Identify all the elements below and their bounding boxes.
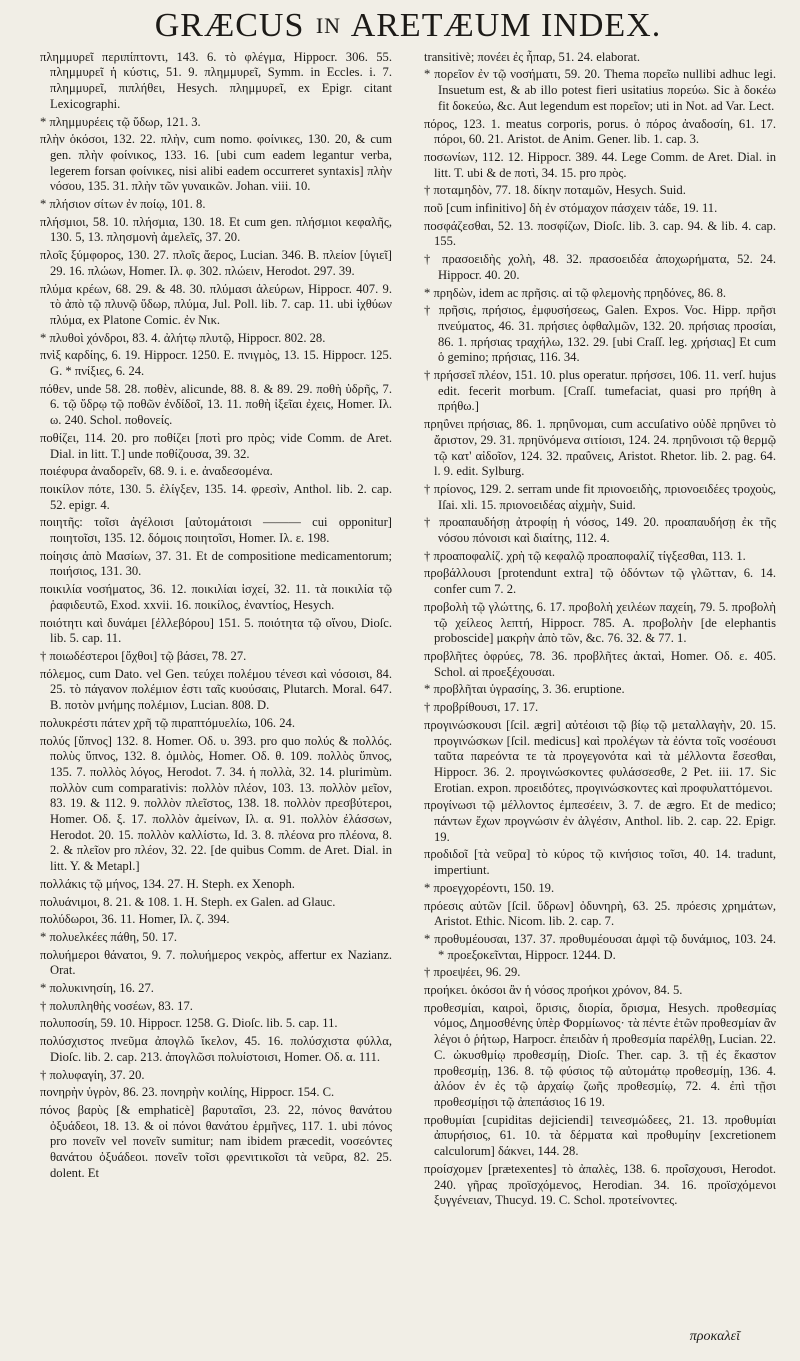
index-entry: * προεγχορέοντι, 150. 19.: [424, 880, 555, 895]
index-entry: πλήσμιοι, 58. 10. πλήσμια, 130. 18. Et cum gen. πλήσμιοι κεφαλῆς, 130. 5, 13. πλησμονὴ ἀμελεῖς, 37. 20.: [40, 214, 392, 245]
index-entry: προήκει. ὁκόσοι ἂν ἡ νόσος προήκοι χρόνον, 84. 5.: [424, 983, 683, 998]
index-entry: προγίνωσι τῷ μέλλοντος ἐμπεσέειν, 3. 7. de ægro. Et de medico; πάντων ἔχων προγνώσιν ἐν ἀλγέσιν, Anthol. lib. 2. cap. 22. Epigr. 19.: [424, 798, 776, 844]
index-entry: πονηρὴν ὑγρὸν, 86. 23. πονηρὴν κοιλίης, Hippocr. 154. C.: [40, 1085, 335, 1100]
index-entry: † πρίονος, 129. 2. serram unde fit πριονοειδὴς, πριονοειδέες τροχοὺς, Iſai. xli. 15. πριονοειδέας αἰχμὴν, Suid.: [424, 481, 776, 512]
index-entry: πολυποσίη, 59. 10. Hippocr. 1258. G. Dioſc. lib. 5. cap. 11.: [40, 1016, 338, 1031]
index-entry: * πλυθοὶ χόνδροι, 83. 4. ἀλήτῳ πλυτῷ, Hippocr. 802. 28.: [40, 330, 326, 345]
page-header: [40, 8, 776, 44]
index-entry: * πλήσιον σίτων ἐν ποίῳ, 101. 8.: [40, 197, 206, 212]
index-entry: πολύσχιστος πνεῦμα ἀπογλῶ ἴκελον, 45. 16. πολύσχιστα φύλλα, Dioſc. lib. 2. cap. 213. ἀπογλῶσι πολυίστοισι, Homer. Οδ. α. 111.: [40, 1034, 392, 1064]
index-entry: transitivè; πονέει ἐς ἧπαρ, 51. 24. elaborat.: [424, 49, 641, 64]
index-entry: † ποιωδέστεροι [ὄχθοι] τῷ βάσει, 78. 27.: [40, 649, 247, 663]
index-entry: ποιέφυρα ἀναδορεῖν, 68. 9. i. e. ἀναδεσομένα.: [40, 464, 273, 479]
index-entry: ποσφάζεσθαι, 52. 13. ποσφίζων, Dioſc. lib. 3. cap. 94. & lib. 4. cap. 155.: [424, 218, 776, 249]
index-entry: ποικιλία νοσήματος, 36. 12. ποικιλίαι ἰσχεί, 32. 11. τὰ ποικιλία τῷ ῥαφιδευτῶ, Exod. xxvii. 16. ποικίλος, ἐναντίος, Hesych.: [40, 582, 392, 612]
index-entry: πρηΰνει πρήσιας, 86. 1. πρηΰνομαι, cum accuſativo οὐδὲ πρηΰνει τὸ ἄριστον, 29. 31. πρηϋνόμενα σιτίοισι, 124. 24. πρηΰνοισι τῷ θερμῷ τῷ κατ' αἰδοῖον, 124. 32. πραΰνεις, Aristot. Rhetor. lib. 2. pag. 64. l. 9. edit. Sylburg.: [424, 417, 776, 479]
index-entry: † πρῆσις, πρήσιος, ἐμφυσήσεως, Galen. Expos. Voc. Hipp. πρῆσι πνεύματος, 46. 31. πρήσιες ὀφθαλμῶν, 132. 20. πρήσιας προσίαι, 86. 1. πρήσιας τραχήλω, 132. 29. [ubi Craſſ. leg. χρήσιας] Et cum ὁ gemino; πρήσιας, 116. 34.: [424, 303, 776, 365]
index-entry: † προβρίθουσι, 17. 17.: [424, 700, 539, 715]
index-entry: * πολυκινησίη, 16. 27.: [40, 981, 154, 996]
index-entry: πολλάκις τῷ μήνος, 134. 27. H. Steph. ex Xenoph.: [40, 876, 295, 891]
catchword: προκαλεῖ: [689, 1329, 740, 1344]
index-entry: προθεσμίαι, καιροὶ, ὅρισις, διορία, ὅρισμα, Hesych. προθεσμίας νόμος, Δημοσθένης ὑπὲρ Φορμίωνος· τὰ πέντε ἐτῶν προθεσμίαν ἂν λέγοι ὁ ῥήτωρ, Harpocr. ἐπειδὰν ἡ προθεσμία παρέλθῃ, Lucian. 22. C. ὠκυσθμίῳ προθεσμίῃ, Dioſc. Ther. cap. 3. τῇ ἐς ἕκαστον προθεσμίῃ, 136. 8. τῷ φύσιος τῷ αὐτομάτῳ προθεσμίῃ, 136. 4. ἀλόον ἐν ἐς τῷ ἀρχαίῳ ζωῆς προθεσμίῳ, 72. 4. ἐπὶ τῇσι προθεσμίῃσι τῷ ἀπεπάσιος 16 19.: [424, 1000, 776, 1109]
index-entry: † ποταμηδὸν, 77. 18. δίκην ποταμῶν, Hesych. Suid.: [424, 183, 686, 198]
index-entry: ποθίζει, 114. 20. pro ποθίζει [ποτὶ pro πρὸς; vide Comm. de Aret. Dial. in litt. T.] unde ποθίζουσα, 39. 32.: [40, 430, 392, 461]
page-title: [40, 8, 776, 44]
index-entry: ποσωνίων, 112. 12. Hippocr. 389. 44. Lege Comm. de Aret. Dial. in litt. T. ubi & de ποτὶ, 34. 15. pro πρὸς.: [424, 149, 776, 180]
title-mid: IN: [315, 13, 342, 38]
index-entry: * προβλῆται ὑγρασίης, 3. 36. eruptione.: [424, 682, 625, 697]
index-entry: † προαποφαλίζ. χρὴ τῷ κεφαλῷ προαποφαλίζ τίγξεσθαι, 113. 1.: [424, 548, 746, 563]
left-column: [40, 50, 392, 1211]
index-entry: ποίησις ἀπὸ Μασίων, 37. 31. Et de compositione medicamentorum; ποιήσιος, 131. 30.: [40, 548, 392, 579]
index-entry: * πλημμυρέεις τῷ ὕδωρ, 121. 3.: [40, 114, 201, 129]
index-entry: προδιδοῖ [τὰ νεῦρα] τὸ κύρος τῷ κινήσιος τοῖσι, 40. 14. tradunt, impertiunt.: [424, 847, 776, 878]
index-entry: ποιητῆς: τοῖσι ἀγέλοισι [αὐτομάτοισι ——— cui opponitur] ποιητοῖσι, 135. 12. δόμοις ποιητοῖσι, Homer. Ιλ. ε. 198.: [40, 515, 392, 546]
index-entry: πολυκρέστι πάτεν χρῆ τῷ πιραπτόμυελίω, 106. 24.: [40, 715, 295, 730]
index-columns: [40, 50, 776, 1211]
index-entry: πόθεν, unde 58. 28. ποθὲν, alicunde, 88. 8. & 89. 29. ποθὴ ὑδρῆς, 7. 6. τῷ ὕδρῳ τῷ ποθῶν ἐνδίδοῖ, 13. 11. ποθὴ ἰξεῖαι ἐχεις, Homer. Ιλ. ω. 240. Schol. ποθονείς.: [40, 381, 392, 428]
index-entry: † πρασοειδὴς χολὴ, 48. 32. πρασοειδέα ἀποχωρήματα, 52. 24. Hippocr. 40. 20.: [424, 252, 776, 282]
index-entry: † προεψέει, 96. 29.: [424, 965, 521, 980]
index-entry: * πορεῖον ἐν τῷ νοσήματι, 59. 20. Thema πορεῖω nullibi adhuc legi. Insuetum est, & ab illo potest fieri usitatius πορεύω. Sic à δοκέω fit δοκεύω, &c. Aut legendum est πορεῖον; uti in Not. ad Var. Lect.: [424, 67, 776, 113]
title-left: GRÆCUS: [154, 7, 305, 44]
index-entry: * πρηδὼν, idem ac πρῆσις. αἱ τῷ φλεμονὴς πρηδόνες, 86. 8.: [424, 285, 727, 300]
index-entry: * πολυελκέες πάθη, 50. 17.: [40, 929, 178, 944]
index-entry: πρόεσις αὐτῶν [ſcil. ὕδρων] ὀδυνηρὴ, 63. 25. πρόεσις χρημάτων, Aristot. Ethic. Nicom. lib. 2. cap. 7.: [424, 898, 776, 929]
index-entry: προβλῆτες ὀφρύες, 78. 36. προβλῆτες ἀκταὶ, Homer. Οδ. ε. 405. Schol. αἱ προεξέχουσαι.: [424, 649, 776, 679]
index-entry: πλύμα κρέων, 68. 29. & 48. 30. πλύμασι ἀλεύρων, Hippocr. 407. 9. τὸ ἀπὸ τῷ πλυνῷ ὕδωρ, πλύμα, Jul. Poll. lib. 7. cap. 11. ubi ἰχθύων πλύμα, ex Platone Comic. ἐν Νικ.: [40, 281, 392, 327]
index-entry: πόνος βαρὺς [& emphaticè] βαρυταῖσι, 23. 22, πόνος θανάτου ὀξυάδεοι, 18. 13. & οἱ πόνοι θανάτου ἑρμῆνες, 117. 1. ubi πόνος pro πονεῖν vel πονεῖν sumitur; nam ibidem præcedit, νοσεόντες θανάτου ὀξυάδεοι. πονεῖν τοῖσι φρενιτικοῖσι τὰ νεῦρα, 82. 25. dolent. Et: [40, 1102, 392, 1180]
index-entry: πλημμυρεῖ περιπίπτοντι, 143. 6. τὸ φλέγμα, Hippocr. 306. 55. πλημμυρεῖ ἡ κύστις, 51. 9. πλημμυρεῖ, Symm. in Eccles. i. 7. πλημμυρεῖ, πιπλήθει, Hesych. πλημμυρεῖ, ex Epigr. citant Lexicographi.: [40, 49, 392, 111]
index-entry: προγινώσκουσι [ſcil. ægri] αὐτέοισι τῷ βίῳ τῷ μεταλλαγὴν, 20. 15. προγινώσκων [ſcil. medicus] καὶ προλέγων τὰ ἐόντα τοῖς νοσέουσι ταῦτα παρεόντα τε τὰ προγεγονότα καὶ τὰ μέλλοντα ἔσεσθαι, Hippocr. 36. 2. προγινώσκοντες φυλάσσεσθε, 2 Pet. iii. 17. Sic Erotian. expon. προειδότες, προγινώσκοντες καὶ προφυλαττόμενοι.: [424, 717, 776, 795]
index-entry: προθυμίαι [cupiditas dejiciendi] τεινεσμώδεες, 21. 13. προθυμίαι ἀπυρήσιος, 61. 10. τὰ δέρματα καὶ προθυμίην [excretionem calculorum] δάκνει, 144. 28.: [424, 1112, 776, 1159]
index-entry: † πολυφαγίη, 37. 20.: [40, 1067, 145, 1082]
index-entry: † πρήσσεῖ πλέον, 151. 10. plus operatur. πρήσσει, 106. 11. verſ. hujus edit. fecerit morbum. [Craſſ. tumefaciat, quasi pro πρήθη à πρήθω.]: [424, 368, 776, 414]
index-entry: ποῦ [cum infinitivo] δὴ ἐν στόμαχον πάσχειν τάδε, 19. 11.: [424, 201, 718, 216]
index-entry: πολύδωροι, 36. 11. Homer, Ιλ. ζ. 394.: [40, 912, 230, 927]
index-entry: πνὶξ καρδίης, 6. 19. Hippocr. 1250. E. πνιγμὸς, 13. 15. Hippocr. 125. G. * πνίξιες, 6. 24.: [40, 348, 392, 379]
index-entry: προίσχομεν [prætexentes] τὸ ἀπαλὲς, 138. 6. προΐσχουσι, Herodot. 240. γῆρας προϊσχόμενος, Herodian. 34. 16. προϊσχόμενοι ξυγγένειαν, Thucyd. 19. C. Schol. προτείνοντες.: [424, 1161, 776, 1208]
index-entry: πόρος, 123. 1. meatus corporis, porus. ὁ πόρος ἀναδοσίη, 61. 17. πόροι, 60. 21. Aristot. de Anim. Gener. lib. 1. cap. 3.: [424, 116, 776, 147]
index-entry: πλοῖς ξύμφορος, 130. 27. πλοῖς ἄερος, Lucian. 346. B. πλείον [ὑγιεῖ] 29. 16. πλώων, Homer. Ιλ. φ. 302. πλώειν, Herodot. 297. 39.: [40, 248, 392, 278]
index-entry: † προαπαυδήσῃ ἀτροφίῃ ἡ νόσος, 149. 20. προαπαυδήσῃ ἐκ τῆς νόσου πόνοισι καὶ διαίτης, 112. 4.: [424, 515, 776, 546]
index-entry: † πολυπληθὴς νοσέων, 83. 17.: [40, 998, 193, 1013]
index-entry: * προθυμέουσαι, 137. 37. προθυμέουσαι ἀμφὶ τῷ δυνάμιος, 103. 24. * προεξοκεῖνται, Hippocr. 1244. D.: [424, 931, 776, 962]
index-entry: πολυήμεροι θάνατοι, 9. 7. πολυήμερος νεκρὸς, affertur ex Nazianz. Orat.: [40, 947, 392, 978]
title-right: ARETÆUM INDEX.: [350, 7, 662, 44]
index-entry: πλὴν ὁκόσοι, 132. 22. πλὴν, cum nomo. φοίνικες, 130. 20, & cum gen. πλὴν φοίνικος, 133. 16. [ubi cum eadem legantur verba, legerem forsan φοίνικες, nisi alibi eadem occurreret syntaxis] πλὴν νόσου, 135. 31. πλὴν τῶν γυναικῶν. Johan. viii. 10.: [40, 132, 392, 194]
right-column: [424, 50, 776, 1211]
index-entry: ποιότητι καὶ δυνάμει [ἐλλεβόρου] 151. 5. ποιότητα τῷ οἴνου, Dioſc. lib. 5. cap. 11.: [40, 615, 392, 646]
index-entry: προβάλλουσι [protendunt extra] τῷ ὀδόντων τῷ γλῶτταν, 6. 14. confer cum 7. 2.: [424, 566, 776, 597]
index-entry: ποικίλον πότε, 130. 5. ἐλίγξεν, 135. 14. φρεσὶν, Anthol. lib. 2. cap. 52. epigr. 4.: [40, 481, 392, 512]
index-entry: πολυάνιμοι, 8. 21. & 108. 1. H. Steph. ex Galen. ad Glauc.: [40, 894, 336, 909]
index-entry: πόλεμος, cum Dato. vel Gen. τεύχει πολέμου τένεσι καὶ νόσοισι, 84. 25. τὸ πάγανον πολέμιον ἐστι ταῖς κυούσαις, Plutarch. Moral. 647. B. ποτὸν μνήμης πολέμιον, Lucian. 808. D.: [40, 666, 392, 713]
index-entry: πολύς [ὕπνος] 132. 8. Homer. Οδ. υ. 393. pro quo πολύς & πολλός. πολὺς ὕπνος, 132. 8. ὁμιλὸς, Homer. Οδ. θ. 109. πολλὸς ὕπνος, 135. 7. πολλὸς λόγος, Herodot. 7. 34. ἡ πολλὰ, 32. 14. plurimùm. πολλὸν cum comparativis: πολλὸν πλέον, 103. 13. πολλὸν μεῖον, 83. 19. & 112. 9. πολλὸν πλεῖστος, 138. 18. πολλὸν πρεσβύτεροι, Homer. Οδ. ξ. 17. πολλὸν ἀμείνων, Ιλ. α. 91. πολλὸν ἐλάσσων, Herodot. 20. 15. πολλὸν καλλίστω, Id. 3. 8. πλέονα pro πλέονα, 8. 2. & πλεῖον pro πλέον, 32. 22. [de quibus Comm. de Aret. Dial. in litt. Y. & Metapl.]: [40, 733, 392, 874]
index-entry: προβολὴ τῷ γλώττης, 6. 17. προβολὴ χειλέων παχείη, 79. 5. προβολὴ τῷ χείλεος λεπτή, Hippocr. 785. A. προβολὴν [de elephantis proboscide] μακρὴν ἀπὸ τῶν, &c. 76. 32. & 77. 1.: [424, 599, 776, 646]
